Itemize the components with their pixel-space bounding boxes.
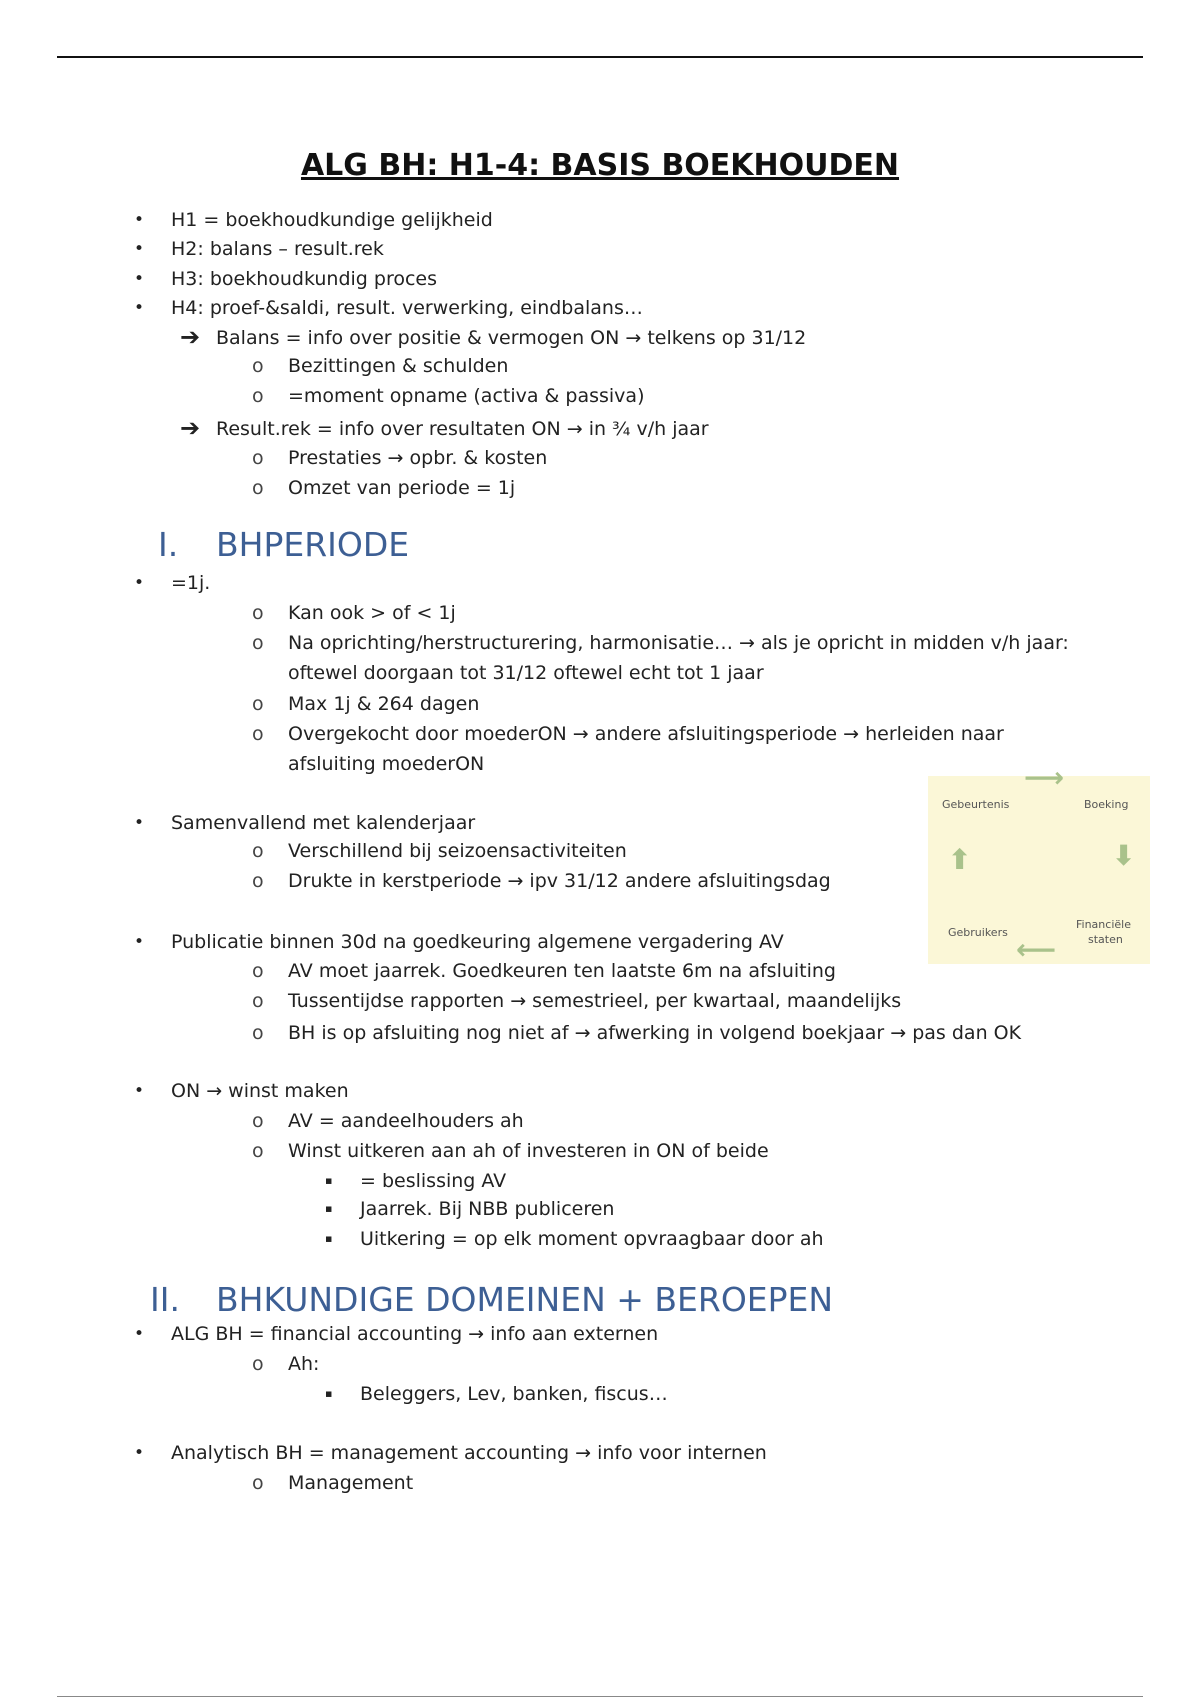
list-item: Publicatie binnen 30d na goedkeuring algemene vergadering AV [171,931,784,953]
cycle-arrow-right-icon: ⟶ [1024,761,1065,794]
list-item: Samenvallend met kalenderjaar [171,812,476,834]
list-item: ON → winst maken [171,1080,349,1102]
bullet-disc: • [134,269,145,289]
list-item: Uitkering = op elk moment opvraagbaar door ah [360,1228,824,1250]
section-number: I. [158,525,179,564]
intro-balans-sub: =moment opname (activa & passiva) [288,385,645,407]
document-title: ALG BH: H1-4: BASIS BOEKHOUDEN [300,148,900,183]
intro-resultrek-sub: Prestaties → opbr. & kosten [288,447,548,469]
bullet-circle: o [252,1022,264,1044]
bullet-circle: o [252,1110,264,1132]
list-item: Management [288,1472,414,1494]
bullet-circle: o [252,840,264,862]
intro-resultrek-sub: Omzet van periode = 1j [288,477,516,499]
bullet-disc: • [134,239,145,259]
list-item: = beslissing AV [360,1170,507,1192]
bullet-square: ▪ [325,1387,333,1400]
intro-balans: Balans = info over positie & vermogen ON → telkens op 31/12 [216,327,807,349]
bullet-square: ▪ [325,1174,333,1187]
cycle-label-boeking: Boeking [1084,798,1129,811]
bullet-circle: o [252,990,264,1012]
intro-item-h1: H1 = boekhoudkundige gelijkheid [171,209,493,231]
bullet-circle: o [252,1472,264,1494]
list-item: Drukte in kerstperiode → ipv 31/12 andere afsluitingsdag [288,870,831,892]
cycle-arrow-down-icon: ⬇ [1112,839,1136,872]
list-item: Verschillend bij seizoensactiviteiten [288,840,627,862]
bullet-circle: o [252,632,264,654]
arrow-icon: ➔ [180,414,201,442]
intro-item-h2: H2: balans – result.rek [171,238,384,260]
bullet-circle: o [252,602,264,624]
list-item: =1j. [171,572,211,594]
list-item: Na oprichting/herstructurering, harmonisatie… → als je opricht in midden v/h jaar: [288,632,1069,654]
section-heading: BHKUNDIGE DOMEINEN + BEROEPEN [216,1280,834,1319]
bullet-disc: • [134,1443,145,1463]
list-item: Tussentijdse rapporten → semestrieel, per kwartaal, maandelijks [288,990,902,1012]
list-item: Overgekocht door moederON → andere afsluitingsperiode → herleiden naar [288,723,1004,745]
top-rule [57,56,1143,58]
list-item: AV = aandeelhouders ah [288,1110,524,1132]
cycle-label-financiele: Financiële [1076,918,1131,931]
bullet-circle: o [252,477,264,499]
bullet-square: ▪ [325,1202,333,1215]
bullet-disc: • [134,210,145,230]
list-item: Ah: [288,1353,320,1375]
cycle-label-gebruikers: Gebruikers [948,926,1008,939]
bullet-circle: o [252,723,264,745]
list-item-continued: afsluiting moederON [288,753,485,775]
arrow-icon: ➔ [180,323,201,351]
list-item-continued: oftewel doorgaan tot 31/12 oftewel echt tot 1 jaar [288,662,764,684]
intro-resultrek: Result.rek = info over resultaten ON → in ¾ v/h jaar [216,418,709,440]
bottom-rule [57,1696,1143,1697]
list-item: Winst uitkeren aan ah of investeren in ON of beide [288,1140,769,1162]
list-item: Max 1j & 264 dagen [288,693,480,715]
bullet-circle: o [252,960,264,982]
list-item: ALG BH = financial accounting → info aan externen [171,1323,659,1345]
bullet-disc: • [134,813,145,833]
list-item: AV moet jaarrek. Goedkeuren ten laatste 6m na afsluiting [288,960,836,982]
intro-item-h4: H4: proef-&saldi, result. verwerking, eindbalans… [171,297,643,319]
accounting-cycle-diagram [928,761,1150,966]
bullet-circle: o [252,1140,264,1162]
section-number: II. [150,1280,180,1319]
bullet-circle: o [252,870,264,892]
bullet-disc: • [134,573,145,593]
intro-balans-sub: Bezittingen & schulden [288,355,509,377]
bullet-circle: o [252,385,264,407]
section-heading: BHPERIODE [216,525,410,564]
bullet-disc: • [134,1081,145,1101]
bullet-circle: o [252,693,264,715]
list-item: Jaarrek. Bij NBB publiceren [360,1198,615,1220]
bullet-disc: • [134,298,145,318]
cycle-label-staten: staten [1088,933,1123,946]
bullet-circle: o [252,447,264,469]
list-item: Analytisch BH = management accounting → info voor internen [171,1442,767,1464]
intro-item-h3: H3: boekhoudkundig proces [171,268,438,290]
list-item: Beleggers, Lev, banken, fiscus… [360,1383,668,1405]
list-item: BH is op afsluiting nog niet af → afwerking in volgend boekjaar → pas dan OK [288,1022,1022,1044]
bullet-square: ▪ [325,1232,333,1245]
bullet-circle: o [252,1353,264,1375]
cycle-label-gebeurtenis: Gebeurtenis [942,798,1010,811]
cycle-arrow-left-icon: ⟵ [1016,933,1057,966]
cycle-arrow-up-icon: ⬆ [948,843,972,876]
bullet-circle: o [252,355,264,377]
bullet-disc: • [134,932,145,952]
list-item: Kan ook > of < 1j [288,602,456,624]
bullet-disc: • [134,1324,145,1344]
